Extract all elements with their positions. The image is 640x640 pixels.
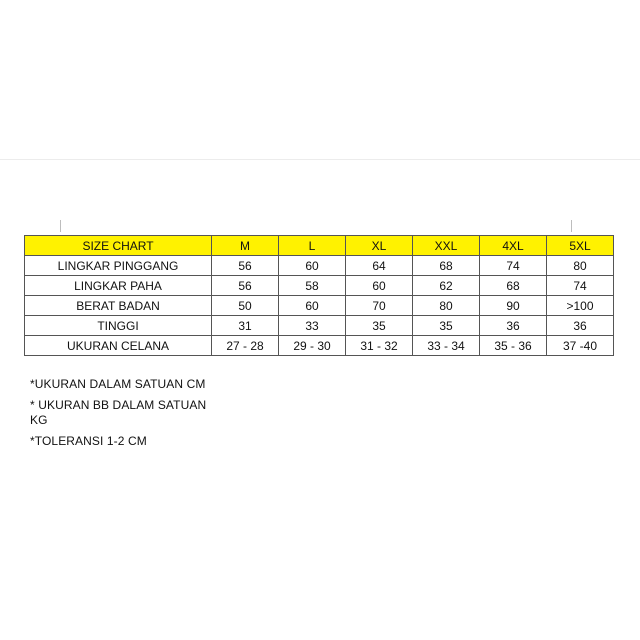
table-header-row bbox=[25, 236, 614, 256]
header-cell-title: SIZE CHART bbox=[25, 236, 212, 256]
header-cell-l: L bbox=[279, 236, 346, 256]
table-cell: 62 bbox=[413, 276, 480, 296]
table-cell: 60 bbox=[279, 256, 346, 276]
row-label: LINGKAR PINGGANG bbox=[25, 256, 212, 276]
table-row bbox=[25, 296, 614, 316]
row-label: TINGGI bbox=[25, 316, 212, 336]
divider bbox=[0, 159, 640, 160]
crop-mark-left bbox=[60, 220, 61, 232]
table-cell: 74 bbox=[480, 256, 547, 276]
table-cell: 35 bbox=[346, 316, 413, 336]
table-cell: 31 bbox=[212, 316, 279, 336]
table-cell: 31 - 32 bbox=[346, 336, 413, 356]
row-label: UKURAN CELANA bbox=[25, 336, 212, 356]
table-cell: 58 bbox=[279, 276, 346, 296]
header-cell-4xl: 4XL bbox=[480, 236, 547, 256]
table-cell: >100 bbox=[547, 296, 614, 316]
note-unit-kg: * UKURAN BB DALAM SATUAN KG bbox=[30, 398, 207, 427]
table-cell: 27 - 28 bbox=[212, 336, 279, 356]
table-cell: 90 bbox=[480, 296, 547, 316]
table-cell: 80 bbox=[413, 296, 480, 316]
header-cell-m: M bbox=[212, 236, 279, 256]
row-label: LINGKAR PAHA bbox=[25, 276, 212, 296]
crop-mark-right bbox=[571, 220, 572, 232]
table-cell: 70 bbox=[346, 296, 413, 316]
table-cell: 37 -40 bbox=[547, 336, 614, 356]
table-cell: 50 bbox=[212, 296, 279, 316]
table-row bbox=[25, 316, 614, 336]
table-cell: 56 bbox=[212, 276, 279, 296]
table-cell: 36 bbox=[480, 316, 547, 336]
table-cell: 56 bbox=[212, 256, 279, 276]
header-cell-xxl: XXL bbox=[413, 236, 480, 256]
table-cell: 35 bbox=[413, 316, 480, 336]
table-cell: 33 - 34 bbox=[413, 336, 480, 356]
note-unit-cm: *UKURAN DALAM SATUAN CM bbox=[30, 377, 206, 391]
notes-block bbox=[30, 377, 220, 455]
table-cell: 36 bbox=[547, 316, 614, 336]
note-tolerance: *TOLERANSI 1-2 CM bbox=[30, 434, 147, 448]
row-label: BERAT BADAN bbox=[25, 296, 212, 316]
table-cell: 35 - 36 bbox=[480, 336, 547, 356]
table-cell: 68 bbox=[413, 256, 480, 276]
table-cell: 64 bbox=[346, 256, 413, 276]
table-cell: 60 bbox=[346, 276, 413, 296]
header-cell-5xl: 5XL bbox=[547, 236, 614, 256]
table-cell: 33 bbox=[279, 316, 346, 336]
table-cell: 80 bbox=[547, 256, 614, 276]
table-row bbox=[25, 256, 614, 276]
table-cell: 68 bbox=[480, 276, 547, 296]
table-cell: 29 - 30 bbox=[279, 336, 346, 356]
table-cell: 60 bbox=[279, 296, 346, 316]
header-cell-xl: XL bbox=[346, 236, 413, 256]
table-row bbox=[25, 336, 614, 356]
size-chart-table bbox=[24, 235, 614, 356]
table-row bbox=[25, 276, 614, 296]
table-cell: 74 bbox=[547, 276, 614, 296]
